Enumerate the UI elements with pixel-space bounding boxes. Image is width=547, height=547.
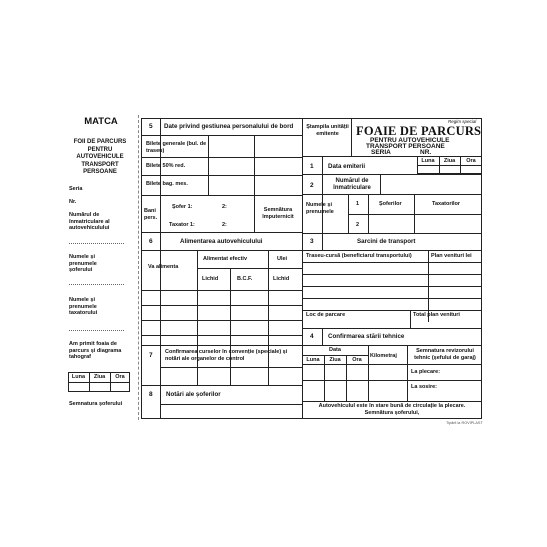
section-2-number: 2 (310, 182, 314, 189)
header-title: FOAIE DE PARCURS (356, 124, 482, 138)
section-4-title: Confirmarea stării tehnice (328, 333, 405, 340)
section-divider (302, 274, 482, 275)
stub-nume-taxatori: Numele și prenumele taxatorului (69, 297, 98, 316)
section-divider (141, 195, 302, 196)
printer-note: Tipărit la ROVIPLAST (446, 421, 483, 425)
section-3-divider (410, 310, 411, 328)
section-3-total-plan: Total plan venituri (413, 312, 460, 318)
section-4-divider (346, 355, 347, 401)
header-seria: SERIA (371, 149, 391, 156)
section-divider (141, 290, 302, 291)
header-divider (351, 118, 352, 156)
section-divider (141, 232, 302, 233)
section-4-date-ziua: Ziua (329, 357, 341, 363)
perforation-line (138, 115, 139, 420)
section-3-loc-parcare: Loc de parcare (306, 312, 346, 318)
section-3-title: Sarcini de transport (357, 238, 416, 245)
stub-nr: Nr. (69, 199, 77, 205)
section-3-traseu: Traseu-cursă (beneficiarul transportului) (306, 253, 412, 259)
section-2-label: Numărul de înmatriculare (333, 178, 371, 191)
section-6-divider (197, 250, 198, 385)
section-5-bani-pers: Bani pers. (144, 208, 158, 221)
stub-seria: Seria (69, 186, 83, 192)
section-5-sofer: Șofer 1: (172, 204, 193, 210)
section-5-row-bilete-50: Bilete 50% red. (146, 163, 186, 169)
stub-date-ziua: Ziua (93, 374, 106, 380)
section-5-inner-divider (208, 135, 209, 195)
persons-taxatorilor: Taxatorilor (432, 201, 461, 207)
section-divider (302, 328, 482, 329)
section-4-date-luna: Luna (306, 357, 320, 363)
section-3-divider (322, 233, 323, 250)
header-regim: Regim special (448, 119, 477, 124)
section-5-row-bilete-bag: Bilete bag. mes. (146, 181, 188, 187)
section-4-divider (324, 355, 325, 401)
section-6-lichid-2: Lichid (273, 276, 290, 282)
section-4-divider (368, 345, 369, 401)
section-5-taxator-2: 2: (222, 222, 227, 228)
persons-one: 1 (356, 201, 360, 207)
stub-am-primit: Am primit foaia de parcurs și diagrama tahograf (69, 341, 122, 360)
section-divider (302, 401, 482, 402)
section-divider (141, 335, 302, 336)
stub-line (69, 330, 124, 331)
section-6-lichid: Lichid (202, 276, 219, 282)
section-4-footer: Autovehiculul este în stare bună de circulație la plecare. Semnătura șoferului, (318, 403, 466, 416)
section-6-title: Alimentarea autovehiculului (180, 238, 263, 245)
section-5-title: Date privind gestiunea personalului de bord (164, 123, 294, 130)
section-7-number: 7 (149, 352, 153, 359)
section-divider (141, 250, 302, 251)
stub-date-luna: Luna (71, 374, 86, 380)
section-divider (141, 157, 302, 158)
section-divider (141, 305, 302, 306)
section-5-taxator: Taxator 1: (169, 222, 195, 228)
section-7-title: Confirmarea curselor în convenție (speciale) și notări ale organelor de control (165, 349, 288, 362)
stub-title: MATCA (84, 116, 118, 127)
section-divider (141, 135, 302, 136)
section-5-inner-divider (254, 195, 255, 232)
section-divider (141, 345, 302, 346)
header-stampila: Ștampila unității emitente (306, 124, 349, 137)
section-divider (302, 345, 482, 346)
section-divider (160, 367, 302, 368)
header-nr: NR. (420, 149, 432, 156)
panel-divider (302, 118, 303, 419)
section-5-semnatura-imputernicit: Semnătura împuternicit (262, 207, 294, 220)
section-1-date-luna: Luna (421, 158, 435, 164)
persons-soferilor: Șoferilor (379, 201, 402, 207)
section-divider (160, 385, 302, 386)
section-6-ulei: Ulei (277, 256, 288, 262)
section-5-inner-divider (254, 135, 255, 195)
section-divider (302, 298, 482, 299)
section-divider (197, 268, 302, 269)
section-1-date-ora: Ora (466, 158, 476, 164)
section-divider (141, 175, 302, 176)
persons-two: 2 (356, 222, 360, 228)
stub-subtitle: FOII DE PARCURS PENTRU AUTOVEHICULE TRANSPORT PERSOANE (73, 139, 127, 175)
persons-label: Numele și prenumele (306, 202, 334, 215)
section-divider (302, 380, 482, 381)
section-divider (141, 385, 161, 386)
section-4-divider (322, 328, 323, 345)
section-3-plan: Plan venituri lei (431, 253, 472, 259)
section-1-number: 1 (310, 163, 314, 170)
stub-date-ora: Ora (115, 374, 125, 380)
section-5-row-bilete-generale: Bilete generale (bul. de traseu) (146, 141, 207, 154)
stub-numar-inmatriculare: Numărul de înmatriculare al autovehiculului (69, 212, 110, 231)
section-divider (302, 233, 482, 234)
section-2-divider (380, 174, 381, 194)
section-4-la-sosire: La sosire: (411, 384, 437, 390)
section-1-date-divider (417, 165, 482, 166)
section-4-number: 4 (310, 333, 314, 340)
header-line2: PENTRU AUTOVEHICULE (370, 137, 450, 144)
persons-row-divider (348, 214, 482, 215)
section-1-date-ziua: Ziua (443, 158, 456, 164)
stub-date-divider (68, 382, 130, 383)
section-divider (302, 174, 482, 175)
section-6-va-alimenta: Va alimenta (148, 264, 179, 270)
section-5-number: 5 (149, 123, 153, 130)
section-1-label: Data emiterii (328, 163, 366, 170)
section-4-date-ora: Ora (352, 357, 362, 363)
section-4-date-divider (302, 355, 368, 356)
section-6-number: 6 (149, 238, 153, 245)
header-line3: TRANSPORT PERSOANE (366, 143, 445, 150)
section-divider (302, 194, 482, 195)
stub-semnatura-soferului: Semnatura șoferului (69, 401, 123, 407)
section-6-alimentat-efectiv: Alimentat efectiv (203, 256, 248, 262)
section-divider (302, 156, 417, 157)
section-4-la-plecare: La plecare: (411, 369, 441, 375)
section-divider (302, 262, 482, 263)
section-divider (141, 320, 302, 321)
section-8-number: 8 (149, 391, 153, 398)
section-4-divider (407, 345, 408, 401)
stub-nume-soferi: Numele și prenumele șoferului (69, 254, 97, 273)
section-4-data: Data (329, 347, 341, 353)
section-8-title: Notări ale șoferilor (166, 391, 221, 398)
section-3-number: 3 (310, 238, 314, 245)
section-divider (160, 404, 302, 405)
section-divider (302, 250, 482, 251)
section-divider (302, 364, 482, 365)
section-divider (302, 286, 482, 287)
stub-line (69, 284, 124, 285)
section-6-divider (268, 250, 269, 385)
section-4-semnatura-revizor: Semnatura revizorului tehnic (șefului de garaj) (414, 348, 476, 361)
stub-line (69, 243, 124, 244)
section-4-kilometraj: Kilometraj (370, 353, 397, 359)
section-5-sofer-2: 2: (222, 204, 227, 210)
section-divider (302, 310, 482, 311)
section-6-bcf: B.C.F. (237, 276, 253, 282)
